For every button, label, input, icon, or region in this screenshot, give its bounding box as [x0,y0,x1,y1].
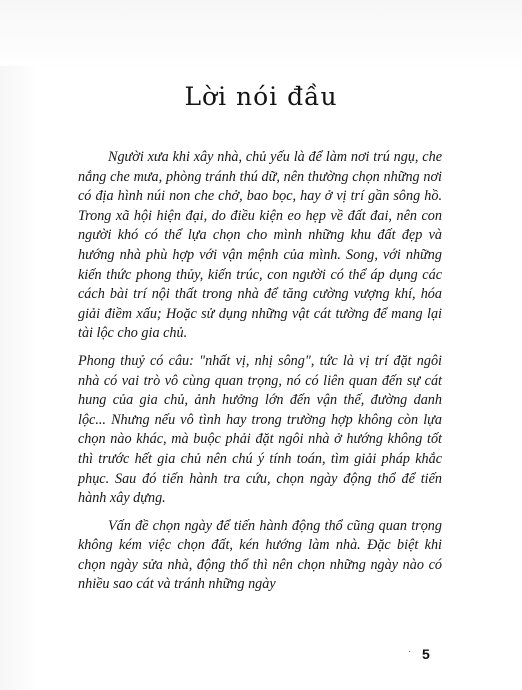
page-dot: · [408,646,412,657]
scan-shadow-left [0,66,40,690]
chapter-title: Lời nói đầu [184,82,338,111]
paragraph-2: Phong thuỷ có câu: "nhất vị, nhị sông", tức là vị trí đặt ngôi nhà có vai trò vô cùng quan trọng, nó có liên quan đến sự cát hung của gia chủ, ảnh hưởng lớn đến vận thế, đường danh lộc... Nhưng nếu vô tình hay trong trường hợp không còn lựa chọn nào khác, mà buộc phải đặt ngôi nhà ở hướng không tốt thì trước hết gia chủ nên chú ý tính toán, tìm giải pháp khắc phục. Sau đó tiến hành tra cứu, chọn ngày động thổ để tiến hành xây dựng. [78,352,442,507]
page-number: 5 [422,646,430,662]
scan-shadow-top [0,0,522,66]
paragraph-1: Người xưa khi xây nhà, chủ yếu là để làm nơi trú ngụ, che nắng che mưa, phòng tránh thú dữ, nên thường chọn những nơi có địa hình núi non che chở, bao bọc, hay ở vị trí gần sông hồ. Trong xã hội hiện đại, do điều kiện eo hẹp về đất đai, nên con người khó có thể lựa chọn cho mình những khu đất đẹp và hướng nhà phù hợp với vận mệnh của mình. Song, với những kiến thức phong thủy, kiến trúc, con người có thể áp dụng các cách bài trí nội thất trong nhà để tăng cường vượng khí, hóa giải điềm xấu; Hoặc sử dụng những vật cát tường để mang lại tài lộc cho gia chủ. [78,149,442,342]
paragraph-3: Vấn đề chọn ngày để tiến hành động thổ cũng quan trọng không kém việc chọn đất, kén hướng làm nhà. Đặc biệt khi chọn ngày sửa nhà, động thổ thì nên chọn những ngày nào có nhiều sao cát và tránh những ngày [78,517,442,593]
body-text [78,148,442,603]
